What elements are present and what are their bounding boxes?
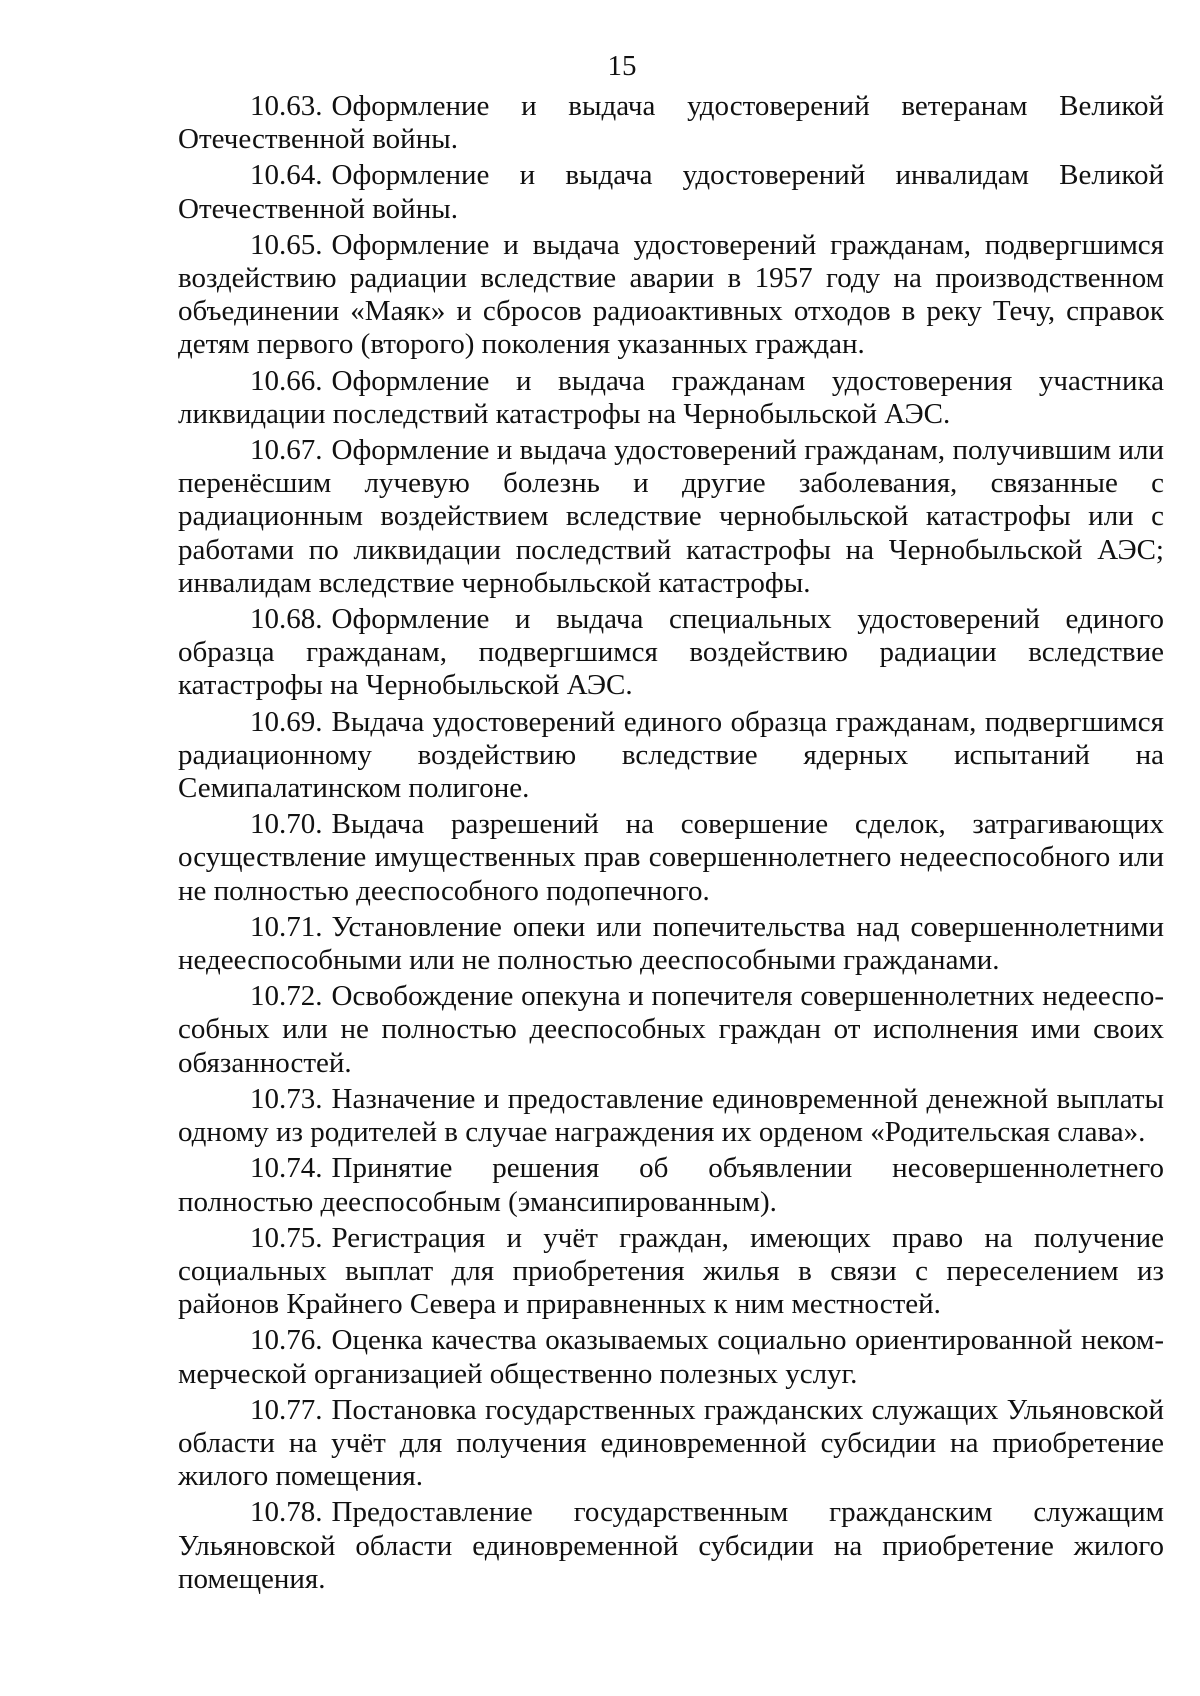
list-item bbox=[178, 90, 1164, 156]
item-number: 10.76. bbox=[250, 1324, 323, 1357]
list-item bbox=[178, 1222, 1164, 1322]
services-list bbox=[178, 90, 1164, 1599]
item-text: Выдача удостоверений единого образца гражданам, подвергшимся радиационному воздействию вследствие ядерных испытаний на Семипалатинском полигоне. bbox=[178, 705, 1164, 805]
item-text: Принятие решения об объявлении несовершеннолетнего полностью дееспособным (эмансипированным). bbox=[178, 1152, 1164, 1218]
list-item bbox=[178, 229, 1164, 362]
item-number: 10.73. bbox=[250, 1082, 323, 1115]
item-number: 10.78. bbox=[250, 1496, 323, 1529]
item-number: 10.66. bbox=[250, 364, 323, 397]
item-text: Выдача разрешений на совершение сделок, затрагивающих осуществление имущественных прав совершеннолетнего недееспособного или не полностью дееспособного подопечного. bbox=[178, 808, 1164, 907]
item-text: Освобождение опекуна и попечителя совершеннолетних недееспособных или не полностью дееспособных граждан от исполнения ими своих обязанностей. bbox=[178, 980, 1164, 1079]
item-text: Установление опеки или попечительства над совершеннолетними недееспособными или не полностью дееспособными гражданами. bbox=[178, 910, 1164, 977]
list-item bbox=[178, 1083, 1164, 1149]
list-item bbox=[178, 159, 1164, 225]
list-item bbox=[178, 911, 1164, 977]
item-text: Оформление и выдача удостоверений гражданам, подвергшимся воздействию радиации вследствие аварии в 1957 году на производственном объединении «Маяк» и сбросов радиоактивных отходов в реку Течу, справок детям первого (второго) поколения указанных граждан. bbox=[178, 228, 1164, 361]
item-text: Назначение и предоставление единовременной денежной выплаты одному из родителей в случае награждения их орденом «Родительская слава». bbox=[178, 1082, 1164, 1149]
list-item bbox=[178, 1324, 1164, 1390]
item-text: Регистрация и учёт граждан, имеющих право на получение социальных выплат для приобретения жилья в связи с переселением из районов Крайнего Севера и приравненных к ним местностей. bbox=[178, 1221, 1164, 1321]
item-number: 10.68. bbox=[250, 603, 323, 636]
item-text: Оформление и выдача удостоверений гражданам, получившим или перенёсшим лучевую болезнь и другие заболевания, связанные с радиационным воздействием вследствие чернобыльской катастрофы или с работами по ликвидации последствий катастрофы на Чернобыльской АЭС; инвалидам вследствие чернобыльской катастрофы. bbox=[178, 434, 1164, 599]
list-item bbox=[178, 980, 1164, 1080]
list-item bbox=[178, 1394, 1164, 1494]
item-number: 10.63. bbox=[250, 90, 323, 122]
list-item bbox=[178, 434, 1164, 600]
item-text: Постановка государственных гражданских служащих Ульяновской области на учёт для получения единовременной субсидии на приобретение жилого помещения. bbox=[178, 1393, 1164, 1493]
item-number: 10.77. bbox=[250, 1393, 323, 1426]
list-item bbox=[178, 1496, 1164, 1596]
item-number: 10.67. bbox=[250, 434, 323, 467]
page-number: 15 bbox=[607, 50, 637, 82]
item-number: 10.65. bbox=[250, 228, 323, 261]
item-text: Оформление и выдача специальных удостоверений единого образца гражданам, подвергшимся воздействию радиации вследствие катастрофы на Чернобыльской АЭС. bbox=[178, 603, 1164, 702]
item-number: 10.75. bbox=[250, 1221, 323, 1254]
item-text: Предоставление государственным гражданским служащим Ульяновской области единовременной субсидии на приобретение жилого помещения. bbox=[178, 1496, 1164, 1595]
item-text: Оформление и выдача удостоверений ветеранам Великой Отечественной войны. bbox=[178, 90, 1164, 156]
list-item bbox=[178, 808, 1164, 908]
item-text: Оформление и выдача удостоверений инвалидам Великой Отечественной войны. bbox=[178, 159, 1164, 225]
list-item bbox=[178, 365, 1164, 431]
list-item bbox=[178, 1152, 1164, 1218]
item-number: 10.74. bbox=[250, 1152, 323, 1185]
item-text: Оценка качества оказываемых социально ориентированной некоммерческой организацией общественно полезных услуг. bbox=[178, 1324, 1164, 1390]
list-item bbox=[178, 706, 1164, 806]
item-number: 10.70. bbox=[250, 808, 323, 841]
item-number: 10.64. bbox=[250, 159, 323, 192]
list-item bbox=[178, 603, 1164, 703]
item-number: 10.71. bbox=[250, 910, 323, 943]
item-text: Оформление и выдача гражданам удостоверения участника ликвидации последствий катастрофы на Чернобыльской АЭС. bbox=[178, 364, 1164, 430]
item-number: 10.72. bbox=[250, 980, 323, 1013]
item-number: 10.69. bbox=[250, 705, 323, 738]
